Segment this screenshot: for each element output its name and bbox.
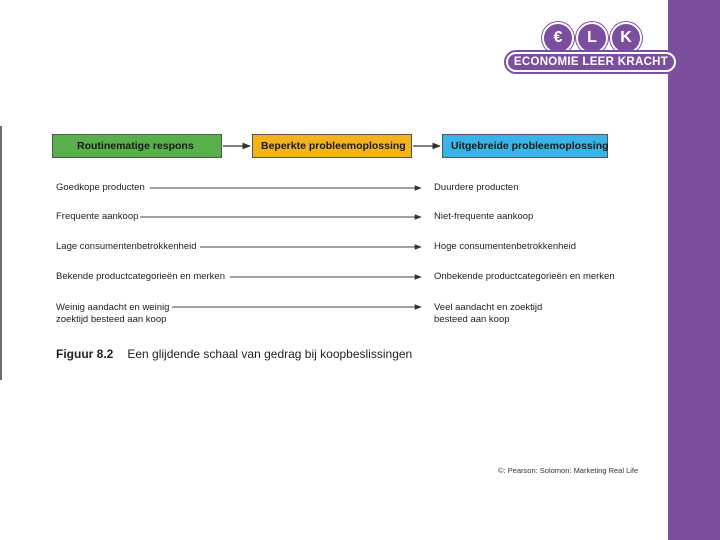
row-1-right: Duurdere producten xyxy=(434,182,519,193)
header-box-limited: Beperkte probleemoplossing xyxy=(252,134,412,158)
figure-number: Figuur 8.2 xyxy=(56,347,114,361)
row-5-right: Veel aandacht en zoektijd besteed aan koop xyxy=(434,302,543,325)
row-3-left: Lage consumentenbetrokkenheid xyxy=(56,241,197,252)
row-1-left: Goedkope producten xyxy=(56,182,145,193)
logo-coin-euro: € xyxy=(542,22,574,54)
logo-banner-text: ECONOMIE LEER KRACHT xyxy=(508,54,674,70)
logo-coin-k: K xyxy=(610,22,642,54)
copyright-text: ©: Pearson: Solomon: Marketing Real Life xyxy=(498,466,639,475)
row-2-left: Frequente aankoop xyxy=(56,211,139,222)
header-box-routine: Routinematige respons xyxy=(52,134,222,158)
figure-title: Een glijdende schaal van gedrag bij koopbeslissingen xyxy=(127,347,413,361)
row-4-left: Bekende productcategorieën en merken xyxy=(56,271,226,282)
row-2-right: Niet-frequente aankoop xyxy=(434,211,534,222)
row-3-right: Hoge consumentenbetrokkenheid xyxy=(434,241,577,252)
row-5-left: Weinig aandacht en weinig zoektijd besteed aan koop xyxy=(56,302,170,325)
header-box-extended: Uitgebreide probleemoplossing xyxy=(442,134,608,158)
figure-caption xyxy=(56,347,412,361)
logo-coin-l: L xyxy=(576,22,608,54)
row-4-right: Onbekende productcategorieën en merken xyxy=(434,271,615,282)
